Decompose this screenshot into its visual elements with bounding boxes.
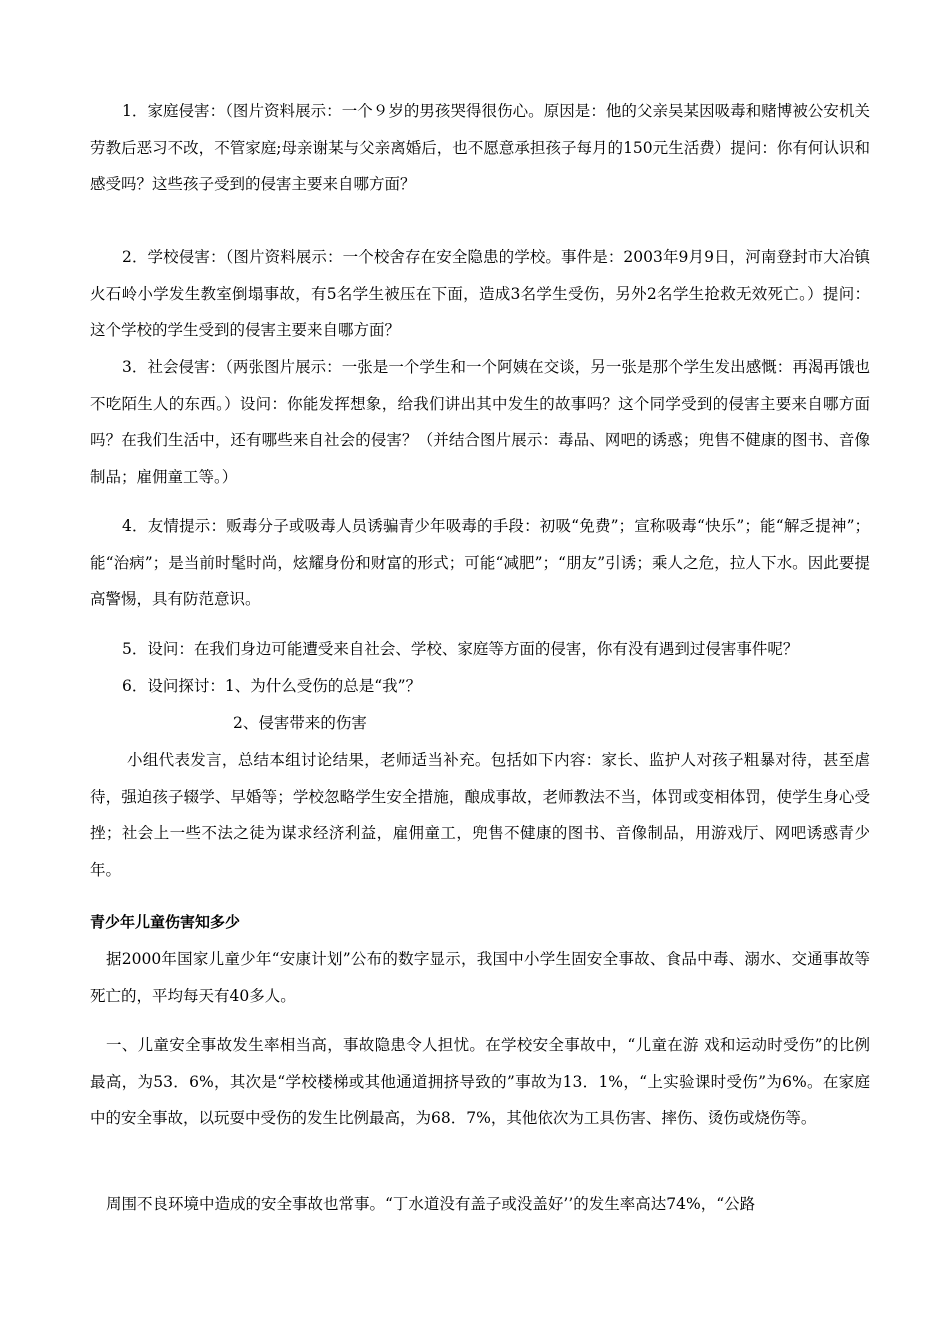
paragraph-discussion: 6．设问探讨：1、为什么受伤的总是“我”？	[122, 677, 422, 695]
paragraph-school-harm: 2．学校侵害：（图片资料展示：一个校舍存在安全隐患的学校。事件是：2003年9月9日，河南登封市大冶镇火石岭小学发生教室倒塌事故，有5名学生被压在下面，造成3名学生受伤，另外2名学生抢救无效死亡。）提问：这个学校的学生受到的侵害主要来自哪方面？	[90, 248, 870, 339]
paragraph-question: 5．设问：在我们身边可能遭受来自社会、学校、家庭等方面的侵害，你有没有遇到过侵害事件呢？	[122, 640, 799, 658]
paragraph-friendly-tip: 4．友情提示：贩毒分子或吸毒人员诱骗青少年吸毒的手段：初吸“免费”；宣称吸毒“快乐”；能“解乏提神”；能“治病”；是当前时髦时尚，炫耀身份和财富的形式；可能“减肥”；“朋友”引诱；乘人之危，拉人下水。因此要提高警惕，具有防范意识。	[90, 517, 870, 608]
section-heading: 青少年儿童伤害知多少	[90, 913, 241, 931]
paragraph-accident-rate: 一、儿童安全事故发生率相当高，事故隐患令人担忧。在学校安全事故中，“儿童在游 戏和运动时受伤”的比例最高，为53．6%，其次是“学校楼梯或其他通道拥挤导致的”事故为13．1%，“上实验课时受伤”为6%。在家庭中的安全事故，以玩耍中受伤的发生比例最高，为68．7%，其他依次为工具伤害、摔伤、烫伤或烧伤等。	[90, 1036, 870, 1127]
paragraph-discussion-2: 2、侵害带来的伤害	[233, 714, 367, 732]
paragraph-social-harm: 3．社会侵害：（两张图片展示：一张是一个学生和一个阿姨在交谈，另一张是那个学生发出感慨：再渴再饿也不吃陌生人的东西。）设问：你能发挥想象，给我们讲出其中发生的故事吗？这个同学受到的侵害主要来自哪方面吗？在我们生活中，还有哪些来自社会的侵害？（并结合图片展示：毒品、网吧的诱惑；兜售不健康的图书、音像制品；雇佣童工等。）	[90, 358, 870, 486]
paragraph-family-harm: 1．家庭侵害：（图片资料展示：一个９岁的男孩哭得很伤心。原因是：他的父亲吴某因吸毒和赌博被公安机关劳教后恶习不改，不管家庭;母亲谢某与父亲离婚后，也不愿意承担孩子每月的150元生活费）提问：你有何认识和感受吗？这些孩子受到的侵害主要来自哪方面？	[90, 102, 870, 193]
paragraph-statistics: 据2000年国家儿童少年“安康计划”公布的数字显示，我国中小学生固安全事故、食品中毒、溺水、交通事故等死亡的，平均每天有40多人。	[90, 950, 870, 1005]
paragraph-environment: 周围不良环境中造成的安全事故也常事。“丁水道没有盖子或没盖好’’的发生率高达74%，“公路	[106, 1195, 756, 1213]
paragraph-group-summary: 小组代表发言，总结本组讨论结果，老师适当补充。包括如下内容：家长、监护人对孩子粗暴对待，甚至虐待，强迫孩子辍学、早婚等；学校忽略学生安全措施，酿成事故，老师教法不当，体罚或变相体罚，使学生身心受挫；社会上一些不法之徒为谋求经济利益，雇佣童工，兜售不健康的图书、音像制品，用游戏厅、网吧诱惑青少年。	[90, 751, 870, 879]
